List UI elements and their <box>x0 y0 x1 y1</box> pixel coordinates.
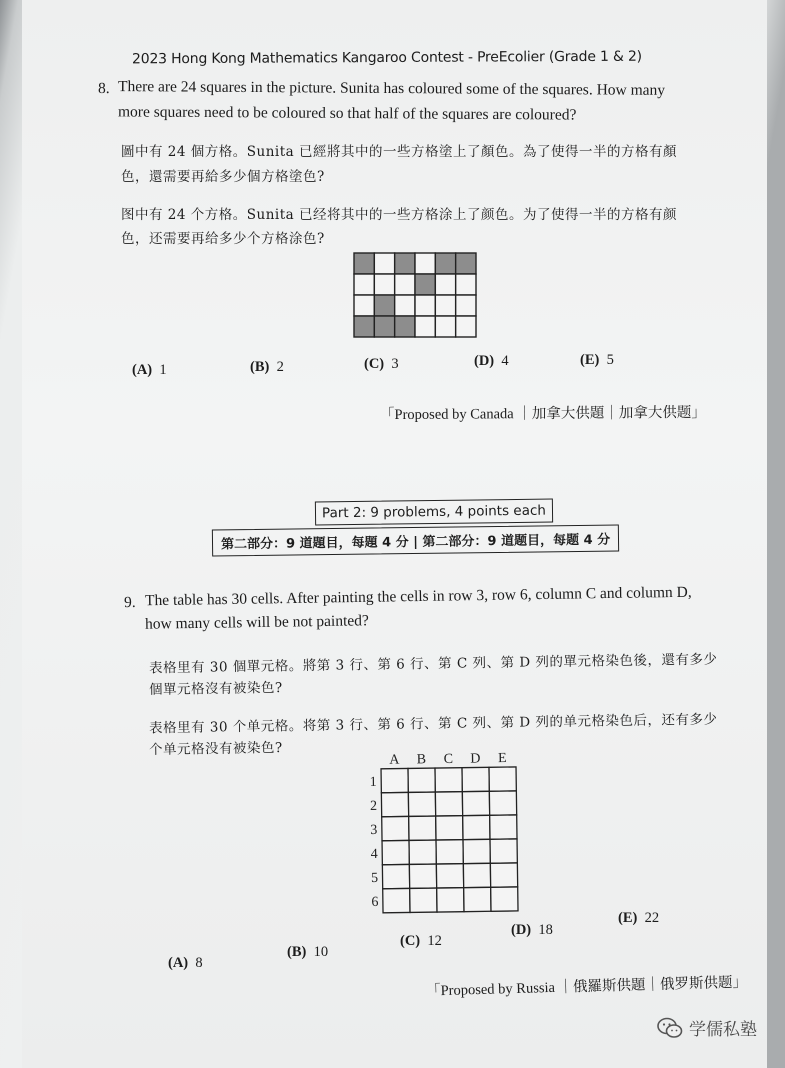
grid-square <box>456 274 476 295</box>
grid-square <box>456 253 476 274</box>
q8-option-c: (C) 3 <box>364 356 399 372</box>
q9-text-zh-trad-line2: 個單元格沒有被染色? <box>148 679 283 699</box>
q9-text-en-line1: The table has 30 cells. After painting the cells in row 3, row 6, column C and column D, <box>144 583 692 610</box>
row-label: 6 <box>371 894 379 910</box>
table-cell <box>490 815 517 839</box>
grid-square <box>435 274 455 295</box>
q8-option-b: (B) 2 <box>250 359 284 375</box>
table-cell <box>408 768 435 792</box>
table-cell <box>408 792 435 816</box>
table-cell <box>383 888 410 912</box>
table-cell <box>437 888 464 912</box>
table-cell <box>409 840 436 864</box>
table-cell <box>463 839 490 863</box>
table-cell <box>382 816 409 840</box>
column-label: A <box>389 752 400 768</box>
q9-option-e: (E) 22 <box>618 910 660 926</box>
table-cell <box>382 840 409 864</box>
table-cell <box>489 767 516 791</box>
table-cell <box>409 864 436 888</box>
table-cell <box>491 887 518 911</box>
table-cell <box>462 767 489 791</box>
grid-square <box>415 316 435 337</box>
watermark <box>657 1015 757 1040</box>
q8-text-en-line1: There are 24 squares in the picture. Sunita has coloured some of the squares. How many <box>117 78 666 99</box>
q8-option-d: (D) 4 <box>474 353 509 369</box>
q8-credit: 「Proposed by Canada ｜加拿大供題｜加拿大供题」 <box>379 404 706 424</box>
q8-text-en-line2: more squares need to be coloured so that half of the squares are coloured? <box>117 103 577 124</box>
grid-square <box>415 274 435 295</box>
table-cell <box>463 863 490 887</box>
q9-option-c: (C) 12 <box>400 933 442 949</box>
table-cell <box>462 791 489 815</box>
q8-text-zh-trad-line2: 色，還需要再給多少個方格塗色? <box>121 169 325 185</box>
grid-square <box>415 295 435 316</box>
table-cell <box>436 816 463 840</box>
table-cell <box>490 863 517 887</box>
column-label: C <box>443 751 454 767</box>
row-label: 5 <box>370 870 379 886</box>
q9-text-zh-simp-line2: 个单元格没有被染色? <box>148 739 283 759</box>
row-label: 3 <box>370 822 378 838</box>
watermark-text: 学儒私塾 <box>689 1020 757 1040</box>
table-cell <box>382 864 409 888</box>
q8-number: 8. <box>97 79 110 98</box>
table-cell <box>410 888 437 912</box>
grid-square <box>395 274 415 295</box>
table-cell <box>409 816 436 840</box>
grid-square <box>374 295 394 316</box>
table-cell <box>464 887 491 911</box>
q8-square-grid <box>353 252 477 338</box>
q9-number: 9. <box>123 593 136 612</box>
wechat-icon <box>657 1017 683 1039</box>
table-cell <box>436 840 463 864</box>
grid-square <box>435 316 455 337</box>
table-cell <box>489 791 516 815</box>
table-cell <box>490 839 517 863</box>
q8-text-zh-trad-line1: 圖中有 24 個方格。Sunita 已經將其中的一些方格塗上了顏色。為了使得一半的方格有顏 <box>121 144 677 160</box>
part2-banner-zh: 第二部分：9 道題目，每題 4 分 | 第二部分：9 道题目，每题 4 分 <box>212 525 619 557</box>
row-label: 1 <box>369 774 377 790</box>
q9-option-a: (A) 8 <box>168 955 203 971</box>
grid-square <box>354 316 374 337</box>
grid-square <box>435 295 455 316</box>
part2-banner-en: Part 2: 9 problems, 4 points each <box>315 499 553 526</box>
grid-square <box>354 253 374 274</box>
q9-option-d: (D) 18 <box>511 922 553 938</box>
q9-text-zh-trad-line1: 表格里有 30 個單元格。將第 3 行、第 6 行、第 C 列、第 D 列的單元格染色後，還有多少 <box>148 651 718 677</box>
q9-text-en-line2: how many cells will be not painted? <box>144 612 369 633</box>
row-label: 4 <box>370 846 378 862</box>
page-header: 2023 Hong Kong Mathematics Kangaroo Contest - PreEcolier (Grade 1 & 2) <box>131 48 642 68</box>
q9-table-grid <box>359 747 521 929</box>
grid-square <box>435 253 455 274</box>
grid-square <box>354 295 374 316</box>
column-label: B <box>416 752 427 768</box>
column-label: E <box>498 751 507 767</box>
grid-square <box>395 316 415 337</box>
grid-square <box>456 295 476 316</box>
q9-text-zh-simp-line1: 表格里有 30 个单元格。将第 3 行、第 6 行、第 C 列、第 D 列的单元格染色后，还有多少 <box>148 711 718 737</box>
table-cell <box>463 815 490 839</box>
column-label: D <box>470 751 481 767</box>
q8-text-zh-simp-line1: 图中有 24 个方格。Sunita 已经将其中的一些方格涂上了颜色。为了使得一半的方格有颜 <box>121 207 677 223</box>
table-cell <box>435 768 462 792</box>
table-cell <box>381 768 408 792</box>
q8-option-a: (A) 1 <box>132 362 167 378</box>
grid-square <box>374 274 394 295</box>
q8-text-zh-simp-line2: 色，还需要再给多少个方格涂色? <box>121 231 325 247</box>
grid-square <box>395 295 415 316</box>
grid-square <box>374 316 394 337</box>
row-label: 2 <box>369 798 378 814</box>
table-cell <box>436 864 463 888</box>
q9-option-b: (B) 10 <box>287 944 329 960</box>
grid-square <box>354 274 374 295</box>
grid-square <box>374 253 394 274</box>
grid-square <box>395 253 415 274</box>
grid-square <box>415 253 435 274</box>
table-cell <box>435 792 462 816</box>
q8-option-e: (E) 5 <box>580 352 614 368</box>
q9-credit: 「Proposed by Russia ｜俄羅斯供題｜俄罗斯供题」 <box>425 974 748 1000</box>
grid-square <box>456 316 476 337</box>
table-cell <box>381 792 408 816</box>
